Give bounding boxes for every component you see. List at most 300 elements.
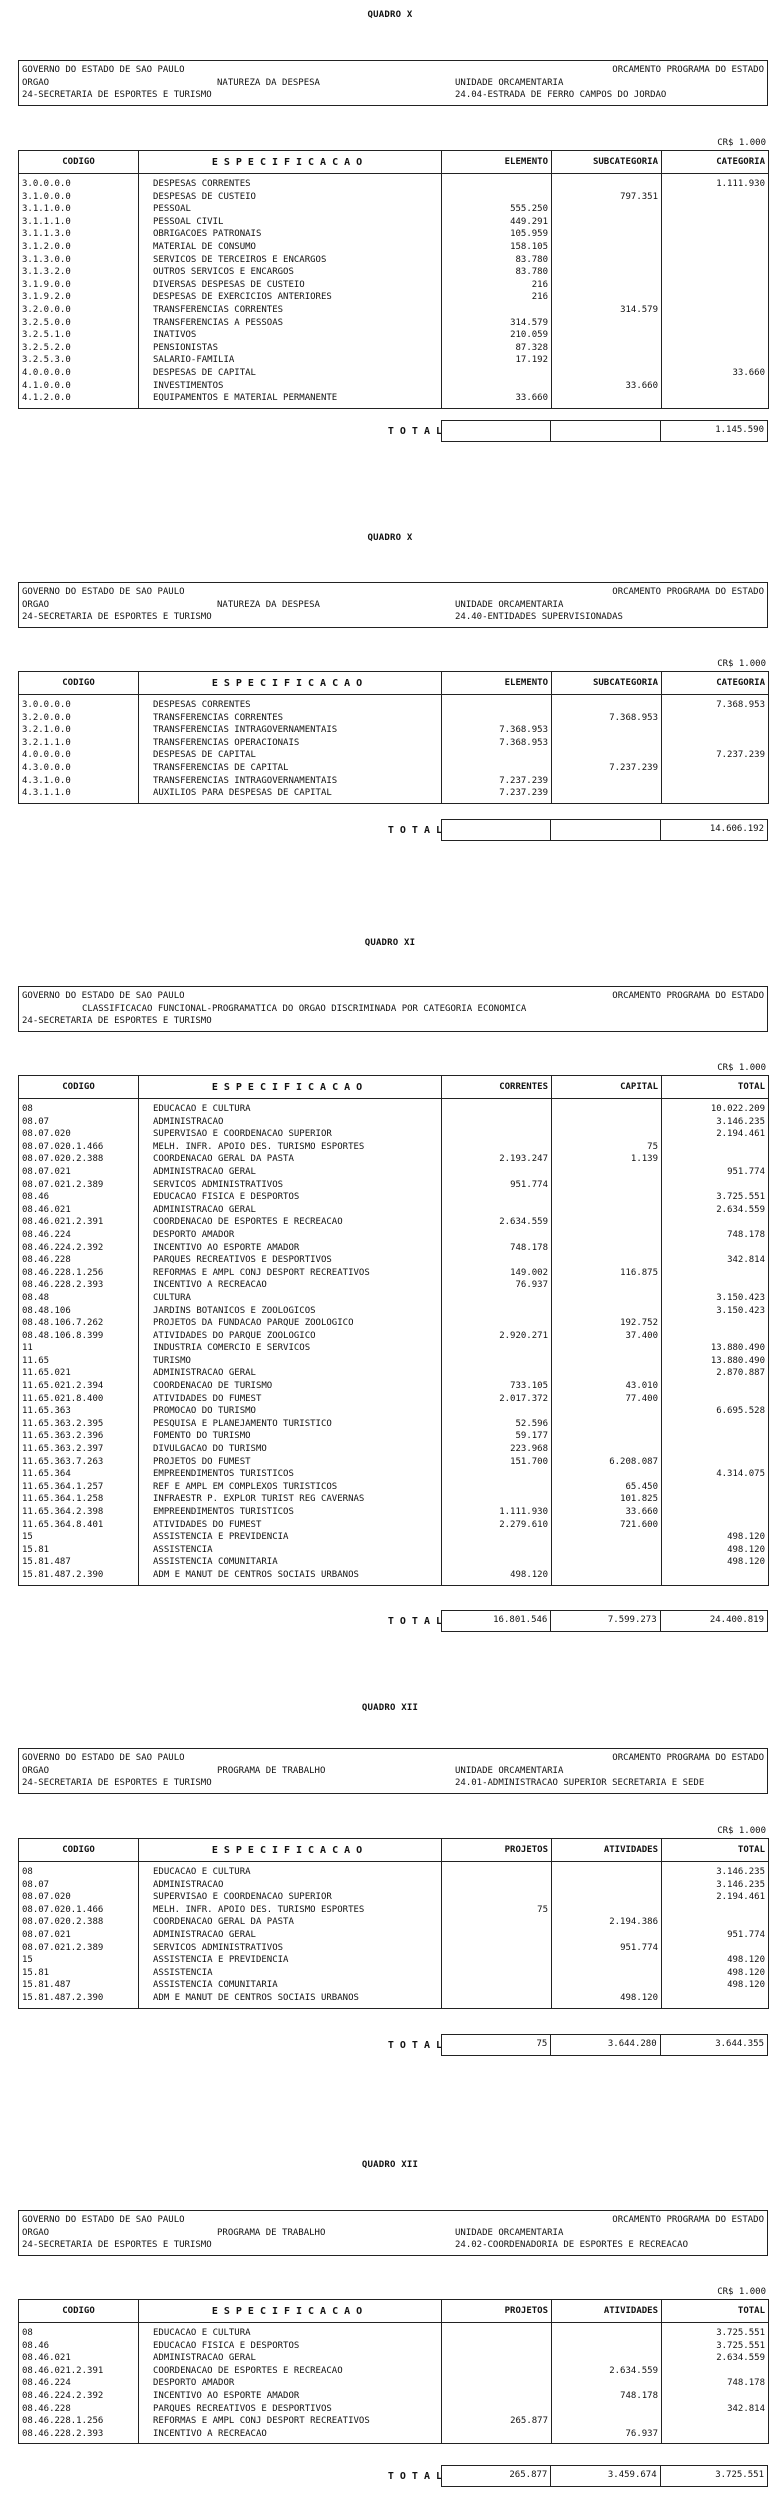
especificacao-cell: SERVICOS ADMINISTRATIVOS (139, 1179, 442, 1192)
codigo-cell: 11.65.364 (19, 1468, 139, 1481)
table-row (19, 2415, 769, 2428)
value-col1-cell: 7.368.953 (442, 724, 552, 737)
column-header-especificacao: ESPECIFICACAO (139, 672, 442, 695)
codigo-cell: 08.46.228.2.393 (19, 2428, 139, 2444)
value-col1-cell: 210.059 (442, 329, 552, 342)
codigo-cell: 08 (19, 1099, 139, 1116)
especificacao-cell: EDUCACAO FISICA E DESPORTOS (139, 2340, 442, 2353)
value-col2-cell: 76.937 (552, 2428, 662, 2444)
table-header-row (19, 1839, 769, 1862)
value-col2-cell (552, 1279, 662, 1292)
value-col1-cell (442, 2390, 552, 2403)
value-col3-cell (662, 1267, 769, 1280)
especificacao-cell: DESPESAS CORRENTES (139, 174, 442, 191)
value-col1-cell: 7.368.953 (442, 737, 552, 750)
especificacao-cell: ATIVIDADES DO FUMEST (139, 1393, 442, 1406)
currency-unit: CR$ 1.000 (717, 659, 766, 669)
value-col2-cell (552, 749, 662, 762)
value-col1-cell: 314.579 (442, 317, 552, 330)
value-col3-cell (662, 1493, 769, 1506)
table-row (19, 203, 769, 216)
table-row (19, 724, 769, 737)
table-row (19, 1128, 769, 1141)
especificacao-cell: PARQUES RECREATIVOS E DESPORTIVOS (139, 2403, 442, 2416)
codigo-cell: 15.81 (19, 1967, 139, 1980)
value-col3-cell: 2.194.461 (716, 1129, 765, 1140)
value-col2-cell: 314.579 (552, 304, 662, 317)
value-col1-cell: 216 (442, 291, 552, 304)
codigo-cell: 08.46.228 (19, 2403, 139, 2416)
value-col3-cell (662, 2365, 769, 2378)
codigo-cell: 08.46.228 (19, 1254, 139, 1267)
value-col1-cell (442, 749, 552, 762)
especificacao-cell: EMPREENDIMENTOS TURISTICOS (139, 1468, 442, 1481)
value-col3-cell (662, 279, 769, 292)
table-row (19, 787, 769, 803)
value-col1-cell (442, 762, 552, 775)
value-col2-cell: 192.752 (552, 1317, 662, 1330)
total-label: TOTAL (387, 1616, 448, 1627)
column-header-projetos: PROJETOS (442, 2300, 552, 2323)
especificacao-cell: SUPERVISAO E COORDENACAO SUPERIOR (139, 1891, 442, 1904)
value-col3-cell: 3.725.551 (716, 1192, 765, 1203)
value-col2-cell (552, 1355, 662, 1368)
codigo-cell: 08.46.224 (19, 1229, 139, 1242)
codigo-cell: 15.81.487.2.390 (19, 1992, 139, 2008)
column-header-especificacao: ESPECIFICACAO (139, 1839, 442, 1862)
value-col3-cell: 3.146.235 (716, 1867, 765, 1877)
value-col3-cell: 7.368.953 (716, 700, 765, 710)
total-value-1 (442, 820, 551, 840)
value-col1-cell (442, 1305, 552, 1318)
value-col1-cell (442, 1342, 552, 1355)
value-col1-cell (442, 2377, 552, 2390)
value-col2-cell: 7.368.953 (552, 712, 662, 725)
currency-unit: CR$ 1.000 (717, 2287, 766, 2297)
total-value-2: 3.644.280 (551, 2035, 660, 2055)
codigo-cell: 11.65.364.8.401 (19, 1519, 139, 1532)
codigo-cell: 08.48 (19, 1292, 139, 1305)
table-row (19, 1355, 769, 1368)
especificacao-cell: ADMINISTRACAO GERAL (139, 1367, 442, 1380)
especificacao-cell: INATIVOS (139, 329, 442, 342)
especificacao-cell: COORDENACAO GERAL DA PASTA (139, 1916, 442, 1929)
header-box (18, 60, 768, 106)
table-row (19, 2403, 769, 2416)
value-col1-cell: 83.780 (442, 254, 552, 267)
especificacao-cell: ASSISTENCIA (139, 1967, 442, 1980)
table-row (19, 1519, 769, 1532)
table-row (19, 1493, 769, 1506)
column-header-codigo: CODIGO (19, 151, 139, 174)
table-row (19, 1367, 769, 1380)
codigo-cell: 08.48.106.7.262 (19, 1317, 139, 1330)
codigo-cell: 08.07.021.2.389 (19, 1942, 139, 1955)
codigo-cell: 3.2.5.2.0 (19, 342, 139, 355)
value-col1-cell (442, 1254, 552, 1267)
especificacao-cell: TRANSFERENCIAS CORRENTES (139, 304, 442, 317)
data-table (18, 2299, 769, 2444)
especificacao-cell: AUXILIOS PARA DESPESAS DE CAPITAL (139, 787, 442, 803)
column-header-categoria: CATEGORIA (662, 672, 769, 695)
value-col1-cell (442, 1116, 552, 1129)
quadro-title: QUADRO XII (361, 1703, 419, 1713)
value-col2-cell (552, 1468, 662, 1481)
value-col1-cell (442, 1128, 552, 1141)
total-label: TOTAL (387, 2040, 448, 2051)
total-cells (441, 2034, 768, 2056)
value-col3-cell (662, 1904, 769, 1917)
value-col3-cell: 13.880.490 (710, 1343, 765, 1354)
table-row (19, 1916, 769, 1929)
orgao-label: ORGAO (22, 599, 50, 610)
especificacao-cell: FOMENTO DO TURISMO (139, 1430, 442, 1443)
codigo-cell: 08.07 (19, 1879, 139, 1892)
value-col1-cell (442, 1099, 552, 1116)
total-value-1: 75 (442, 2035, 551, 2055)
table-row (19, 2365, 769, 2378)
table-row (19, 1405, 769, 1418)
unidade-label: UNIDADE ORCAMENTARIA (455, 77, 564, 88)
especificacao-cell: EDUCACAO E CULTURA (139, 1862, 442, 1879)
table-row (19, 1506, 769, 1519)
value-col2-cell (552, 2340, 662, 2353)
especificacao-cell: COORDENACAO DE TURISMO (139, 1380, 442, 1393)
orgao-label: ORGAO (22, 77, 50, 88)
value-col3-cell: 3.150.423 (716, 1292, 765, 1303)
especificacao-cell: DESPESAS CORRENTES (139, 695, 442, 712)
currency-unit: CR$ 1.000 (717, 138, 766, 148)
table-row (19, 380, 769, 393)
codigo-cell: 11.65.021.8.400 (19, 1393, 139, 1406)
table-row (19, 1393, 769, 1406)
value-col2-cell: 748.178 (552, 2390, 662, 2403)
total-row (18, 819, 768, 843)
codigo-cell: 08.46.224 (19, 2377, 139, 2390)
value-col1-cell (442, 1191, 552, 1204)
especificacao-cell: EDUCACAO FISICA E DESPORTOS (139, 1191, 442, 1204)
value-col3-cell (662, 241, 769, 254)
table-row (19, 1862, 769, 1879)
value-col3-cell (662, 1380, 769, 1393)
table-row (19, 1569, 769, 1585)
especificacao-cell: PARQUES RECREATIVOS E DESPORTIVOS (139, 1254, 442, 1267)
table-row (19, 367, 769, 380)
codigo-cell: 11.65.021 (19, 1367, 139, 1380)
table-row (19, 2340, 769, 2353)
especificacao-cell: TURISMO (139, 1355, 442, 1368)
table-row (19, 762, 769, 775)
value-col3-cell: 498.120 (727, 1557, 765, 1568)
value-col3-cell (662, 191, 769, 204)
codigo-cell: 3.1.9.0.0 (19, 279, 139, 292)
value-col2-cell: 101.825 (552, 1493, 662, 1506)
value-col1-cell (442, 1229, 552, 1242)
value-col1-cell (442, 1292, 552, 1305)
codigo-cell: 11.65.364.1.258 (19, 1493, 139, 1506)
table-row (19, 1191, 769, 1204)
table-row (19, 279, 769, 292)
gov-label: GOVERNO DO ESTADO DE SAO PAULO (22, 1753, 185, 1763)
value-col1-cell: 265.877 (442, 2415, 552, 2428)
codigo-cell: 11.65.363 (19, 1405, 139, 1418)
value-col1-cell: 149.002 (442, 1267, 552, 1280)
codigo-cell: 4.1.0.0.0 (19, 380, 139, 393)
orgao-label: ORGAO (22, 2227, 50, 2238)
value-col1-cell (442, 1405, 552, 1418)
value-col3-cell (662, 1430, 769, 1443)
value-col2-cell (552, 737, 662, 750)
value-col3-cell (662, 1153, 769, 1166)
especificacao-cell: ATIVIDADES DO PARQUE ZOOLOGICO (139, 1330, 442, 1343)
codigo-cell: 08 (19, 2323, 139, 2340)
table-row (19, 1153, 769, 1166)
table-header-row (19, 672, 769, 695)
value-col2-cell: 951.774 (552, 1942, 662, 1955)
especificacao-cell: DESPORTO AMADOR (139, 2377, 442, 2390)
value-col2-cell (552, 1430, 662, 1443)
especificacao-cell: DESPESAS DE CAPITAL (139, 749, 442, 762)
codigo-cell: 11.65.021.2.394 (19, 1380, 139, 1393)
codigo-cell: 08.46.224.2.392 (19, 2390, 139, 2403)
value-col2-cell (552, 329, 662, 342)
especificacao-cell: PENSIONISTAS (139, 342, 442, 355)
total-value-3: 3.644.355 (715, 2039, 764, 2049)
value-col2-cell: 43.010 (552, 1380, 662, 1393)
table-row (19, 354, 769, 367)
value-col3-cell: 6.695.528 (716, 1406, 765, 1417)
codigo-cell: 08.07 (19, 1116, 139, 1129)
codigo-cell: 08.07.020 (19, 1891, 139, 1904)
orgao-value: 24-SECRETARIA DE ESPORTES E TURISMO (22, 2240, 212, 2250)
especificacao-cell: DIVERSAS DESPESAS DE CUSTEIO (139, 279, 442, 292)
value-col3-cell (662, 380, 769, 393)
value-col1-cell (442, 695, 552, 712)
column-header-subcategoria: SUBCATEGORIA (552, 672, 662, 695)
column-header-codigo: CODIGO (19, 2300, 139, 2323)
especificacao-cell: TRANSFERENCIAS OPERACIONAIS (139, 737, 442, 750)
value-col3-cell (662, 1456, 769, 1469)
quadro-2 (0, 531, 780, 836)
value-col1-cell (442, 2340, 552, 2353)
table-row (19, 2352, 769, 2365)
column-header-elemento: ELEMENTO (442, 672, 552, 695)
value-col1-cell: 83.780 (442, 266, 552, 279)
codigo-cell: 08.48.106.8.399 (19, 1330, 139, 1343)
value-col1-cell (442, 1493, 552, 1506)
especificacao-cell: PROJETOS DA FUNDACAO PARQUE ZOOLOGICO (139, 1317, 442, 1330)
value-col2-cell: 721.600 (552, 1519, 662, 1532)
value-col1-cell (442, 191, 552, 204)
classificacao-label: CLASSIFICACAO FUNCIONAL-PROGRAMATICA DO ORGAO DISCRIMINADA POR CATEGORIA ECONOMICA (82, 1003, 527, 1014)
value-col2-cell: 7.237.239 (552, 762, 662, 775)
value-col1-cell: 216 (442, 279, 552, 292)
codigo-cell: 4.0.0.0.0 (19, 367, 139, 380)
codigo-cell: 3.2.5.0.0 (19, 317, 139, 330)
value-col1-cell (442, 1992, 552, 2008)
codigo-cell: 08.46.021 (19, 1204, 139, 1217)
total-row (18, 1610, 768, 1634)
table-row (19, 1979, 769, 1992)
value-col2-cell (552, 1191, 662, 1204)
codigo-cell: 15 (19, 1954, 139, 1967)
table-row (19, 1992, 769, 2008)
value-col1-cell: 17.192 (442, 354, 552, 367)
value-col1-cell: 59.177 (442, 1430, 552, 1443)
value-col3-cell: 7.237.239 (716, 750, 765, 761)
especificacao-cell: JARDINS BOTANICOS E ZOOLOGICOS (139, 1305, 442, 1318)
header-box (18, 986, 768, 1032)
value-col2-cell (552, 228, 662, 241)
table-row (19, 254, 769, 267)
total-value-2: 3.459.674 (551, 2466, 660, 2486)
quadro-5 (0, 2158, 780, 2482)
value-col1-cell (442, 2403, 552, 2416)
value-col1-cell: 748.178 (442, 1242, 552, 1255)
value-col2-cell (552, 1443, 662, 1456)
value-col1-cell: 33.660 (442, 392, 552, 408)
column-header-atividades: ATIVIDADES (552, 2300, 662, 2323)
value-col3-cell (662, 1330, 769, 1343)
codigo-cell: 4.3.1.1.0 (19, 787, 139, 803)
codigo-cell: 3.2.5.1.0 (19, 329, 139, 342)
value-col3-cell: 3.725.551 (716, 2328, 765, 2338)
value-col2-cell (552, 1405, 662, 1418)
value-col2-cell (552, 1179, 662, 1192)
table-row (19, 1481, 769, 1494)
especificacao-cell: MELH. INFR. APOIO DES. TURISMO ESPORTES (139, 1904, 442, 1917)
value-col2-cell (552, 291, 662, 304)
value-col1-cell (442, 1544, 552, 1557)
value-col2-cell (552, 1242, 662, 1255)
value-col2-cell (552, 279, 662, 292)
column-header-atividades: ATIVIDADES (552, 1839, 662, 1862)
value-col1-cell: 2.017.372 (442, 1393, 552, 1406)
value-col3-cell: 498.120 (727, 1955, 765, 1966)
value-col3-cell (662, 2390, 769, 2403)
codigo-cell: 08.46.224.2.392 (19, 1242, 139, 1255)
value-col2-cell (552, 2415, 662, 2428)
value-col3-cell (662, 1242, 769, 1255)
value-col2-cell: 33.660 (552, 380, 662, 393)
value-col2-cell (552, 1954, 662, 1967)
value-col3-cell (662, 1141, 769, 1154)
codigo-cell: 3.0.0.0.0 (19, 695, 139, 712)
column-header-total: TOTAL (662, 1839, 769, 1862)
table-row (19, 1929, 769, 1942)
especificacao-cell: REFORMAS E AMPL CONJ DESPORT RECREATIVOS (139, 1267, 442, 1280)
table-row (19, 228, 769, 241)
orgao-value: 24-SECRETARIA DE ESPORTES E TURISMO (22, 90, 212, 100)
column-header-codigo: CODIGO (19, 1076, 139, 1099)
total-row (18, 420, 768, 444)
value-col2-cell: 2.634.559 (552, 2365, 662, 2378)
value-col1-cell: 223.968 (442, 1443, 552, 1456)
especificacao-cell: MELH. INFR. APOIO DES. TURISMO ESPORTES (139, 1141, 442, 1154)
especificacao-cell: INCENTIVO AO ESPORTE AMADOR (139, 1242, 442, 1255)
especificacao-cell: ASSISTENCIA E PREVIDENCIA (139, 1531, 442, 1544)
total-value-3: 3.725.551 (715, 2470, 764, 2480)
codigo-cell: 11.65.364.1.257 (19, 1481, 139, 1494)
especificacao-cell: ASSISTENCIA COMUNITARIA (139, 1556, 442, 1569)
codigo-cell: 3.2.5.3.0 (19, 354, 139, 367)
especificacao-cell: ASSISTENCIA E PREVIDENCIA (139, 1954, 442, 1967)
table-row (19, 1967, 769, 1980)
header-box (18, 1748, 768, 1794)
especificacao-cell: ADMINISTRACAO (139, 1116, 442, 1129)
value-col1-cell: 76.937 (442, 1279, 552, 1292)
total-cells (441, 819, 768, 841)
column-header-elemento: ELEMENTO (442, 151, 552, 174)
especificacao-cell: TRANSFERENCIAS DE CAPITAL (139, 762, 442, 775)
table-header-row (19, 1076, 769, 1099)
quadro-title: QUADRO XII (361, 2160, 419, 2170)
codigo-cell: 3.1.9.2.0 (19, 291, 139, 304)
value-col3-cell (662, 737, 769, 750)
value-col1-cell: 951.774 (442, 1179, 552, 1192)
value-col1-cell: 449.291 (442, 216, 552, 229)
total-value-1: 16.801.546 (442, 1611, 551, 1631)
value-col1-cell (442, 1967, 552, 1980)
codigo-cell: 3.2.0.0.0 (19, 712, 139, 725)
quadro-4 (0, 1701, 780, 2051)
value-col3-cell: 1.111.930 (716, 179, 765, 189)
table-row (19, 291, 769, 304)
table-row (19, 1179, 769, 1192)
value-col3-cell: 748.178 (727, 2378, 765, 2389)
especificacao-cell: COORDENACAO DE ESPORTES E RECREACAO (139, 2365, 442, 2378)
especificacao-cell: INCENTIVO AO ESPORTE AMADOR (139, 2390, 442, 2403)
value-col3-cell (662, 787, 769, 803)
codigo-cell: 08.07.020.1.466 (19, 1904, 139, 1917)
codigo-cell: 08.46.228.2.393 (19, 1279, 139, 1292)
value-col2-cell (552, 241, 662, 254)
value-col3-cell (662, 1393, 769, 1406)
value-col1-cell: 7.237.239 (442, 775, 552, 788)
value-col1-cell (442, 1891, 552, 1904)
orgao-value: 24-SECRETARIA DE ESPORTES E TURISMO (22, 1778, 212, 1788)
codigo-cell: 3.1.3.0.0 (19, 254, 139, 267)
value-col3-cell: 342.814 (727, 1255, 765, 1266)
value-col2-cell (552, 1116, 662, 1129)
value-col3-cell (662, 1279, 769, 1292)
value-col3-cell: 2.194.461 (716, 1892, 765, 1903)
value-col3-cell (662, 1506, 769, 1519)
value-col1-cell: 7.237.239 (442, 787, 552, 803)
unidade-value: 24.04-ESTRADA DE FERRO CAMPOS DO JORDAO (455, 90, 667, 100)
especificacao-cell: CULTURA (139, 1292, 442, 1305)
value-col2-cell: 2.194.386 (552, 1916, 662, 1929)
value-col1-cell (442, 1862, 552, 1879)
table-header-row (19, 151, 769, 174)
value-col1-cell (442, 1942, 552, 1955)
orgao-value: 24-SECRETARIA DE ESPORTES E TURISMO (22, 612, 212, 622)
especificacao-cell: EQUIPAMENTOS E MATERIAL PERMANENTE (139, 392, 442, 408)
codigo-cell: 11.65.363.2.397 (19, 1443, 139, 1456)
table-row (19, 2428, 769, 2444)
codigo-cell: 08.07.020.2.388 (19, 1916, 139, 1929)
value-col2-cell (552, 266, 662, 279)
especificacao-cell: MATERIAL DE CONSUMO (139, 241, 442, 254)
value-col2-cell (552, 1531, 662, 1544)
value-col3-cell (662, 1443, 769, 1456)
codigo-cell: 3.0.0.0.0 (19, 174, 139, 191)
value-col1-cell: 75 (442, 1904, 552, 1917)
value-col2-cell (552, 1904, 662, 1917)
value-col3-cell (662, 1916, 769, 1929)
table-row (19, 1418, 769, 1431)
codigo-cell: 4.3.1.0.0 (19, 775, 139, 788)
